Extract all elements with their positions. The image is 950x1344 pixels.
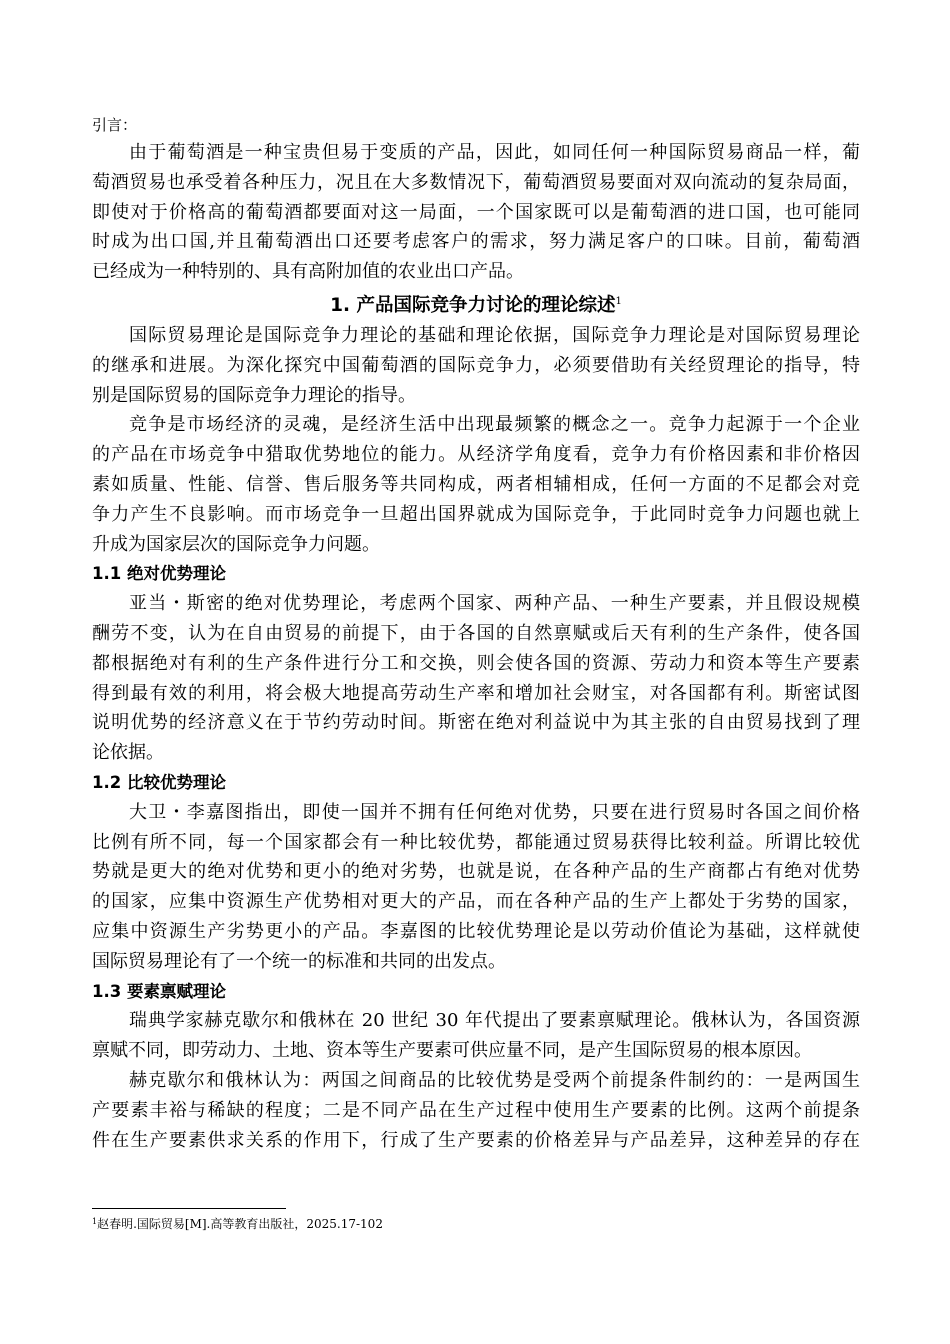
section-1-title: 1. 产品国际竞争力讨论的理论综述 [330,294,616,316]
intro-paragraph [92,138,860,287]
section-1-3-paragraph-1 [92,1006,860,1066]
section-1-2-heading: 1.2 比较优势理论 [92,772,226,792]
section-1-3-heading: 1.3 要素禀赋理论 [92,981,226,1001]
paragraph-line: 已经成为一种特别的、具有高附加值的农业出口产品。 [92,261,524,283]
paragraph-line: 竞争是市场经济的灵魂，是经济生活中出现最频繁的概念之一。竞争力起源于一个企业 [129,414,860,436]
paragraph-line: 别是国际贸易的国际竞争力理论的指导。 [92,384,416,406]
paragraph-line: 酬劳不变，认为在自由贸易的前提下，由于各国的自然禀赋或后天有利的生产条件，使各国 [92,622,860,644]
paragraph-line: 即使对于价格高的葡萄酒都要面对这一局面，一个国家既可以是葡萄酒的进口国，也可能同 [92,201,860,223]
paragraph-line: 应集中资源生产劣势更小的产品。李嘉图的比较优势理论是以劳动价值论为基础，这样就使 [92,920,860,942]
paragraph-line: 由于葡萄酒是一种宝贵但易于变质的产品，因此，如同任何一种国际贸易商品一样，葡 [129,142,860,163]
section-1-1-heading: 1.1 绝对优势理论 [92,564,226,584]
section-1-heading [92,287,860,321]
paragraph-line: 势就是更大的绝对优势和更小的绝对劣势，也就是说，在各种产品的生产商都占有绝对优势 [92,861,860,883]
footnote-divider [92,1208,286,1209]
paragraph-line: 论依据。 [92,742,164,764]
paragraph-line: 萄酒贸易也承受着各种压力，况且在大多数情况下，葡萄酒贸易要面对双向流动的复杂局面， [92,171,860,193]
paragraph-line: 件在生产要素供求关系的作用下，行成了生产要素的价格差异与产品差异，这种差异的存在 [92,1129,860,1151]
paragraph-line: 争力产生不良影响。而市场竞争一旦超出国界就成为国际竞争，于此同时竞争力问题也就上 [92,503,860,525]
paragraph-line: 都根据绝对有利的生产条件进行分工和交换，则会使各国的资源、劳动力和资本等生产要素 [92,652,860,674]
paragraph-line: 国际贸易理论是国际竞争力理论的基础和理论依据，国际竞争力理论是对国际贸易理论 [129,324,860,346]
document-page [92,112,860,1155]
paragraph-line: 得到最有效的利用，将会极大地提高劳动生产率和增加社会财宝，对各国都有利。斯密试图 [92,682,860,704]
section-1-3-paragraph-2 [92,1066,860,1155]
paragraph-line: 国际贸易理论有了一个统一的标准和共同的出发点。 [92,950,506,972]
paragraph-line: 大卫・李嘉图指出，即使一国并不拥有任何绝对优势，只要在进行贸易时各国之间价格 [129,801,860,823]
paragraph-line: 升成为国家层次的国际竞争力问题。 [92,533,380,555]
paragraph-line: 说明优势的经济意义在于节约劳动时间。斯密在绝对利益说中为其主张的自由贸易找到了理 [92,712,860,734]
footnote-text: 赵春明.国际贸易[M].高等教育出版社，2025.17-102 [97,1217,383,1231]
paragraph-line: 素如质量、性能、信誉、售后服务等共同构成，两者相辅相成，任何一方面的不足都会对竞 [92,473,860,495]
footnote-ref: 1 [615,295,622,307]
paragraph-line: 瑞典学家赫克歇尔和俄林在 20 世纪 30 年代提出了要素禀赋理论。俄林认为，各国资源 [129,1010,860,1032]
paragraph-line: 的继承和进展。为深化探究中国葡萄酒的国际竞争力，必须要借助有关经贸理论的指导，特 [92,354,860,376]
paragraph-line: 的产品在市场竞争中猎取优势地位的能力。从经济学角度看，竞争力有价格因素和非价格因 [92,444,860,466]
paragraph-line: 比例有所不同，每一个国家都会有一种比较优势，都能通过贸易获得比较利益。所谓比较优 [92,831,860,853]
footnote [92,1214,383,1232]
paragraph-line: 亚当・斯密的绝对优势理论，考虑两个国家、两种产品、一种生产要素，并且假设规模 [129,593,860,615]
footnote-mark: 1 [92,1217,98,1226]
section-1-2-paragraph [92,798,860,977]
section-1-paragraph-1 [92,321,860,410]
paragraph-line: 赫克歇尔和俄林认为：两国之间商品的比较优势是受两个前提条件制约的：一是两国生 [129,1069,860,1091]
paragraph-line: 时成为出口国,并且葡萄酒出口还要考虑客户的需求，努力满足客户的口味。目前，葡萄酒 [92,231,860,253]
section-1-paragraph-2 [92,410,860,559]
paragraph-line: 产要素丰裕与稀缺的程度；二是不同产品在生产过程中使用生产要素的比例。这两个前提条 [92,1099,860,1121]
paragraph-line: 禀赋不同，即劳动力、土地、资本等生产要素可供应量不同，是产生国际贸易的根本原因。 [92,1040,812,1062]
intro-label: 引言： [92,116,138,134]
paragraph-line: 的国家，应集中资源生产优势相对更大的产品，而在各种产品的生产上都处于劣势的国家， [92,891,860,913]
section-1-1-paragraph [92,589,860,768]
